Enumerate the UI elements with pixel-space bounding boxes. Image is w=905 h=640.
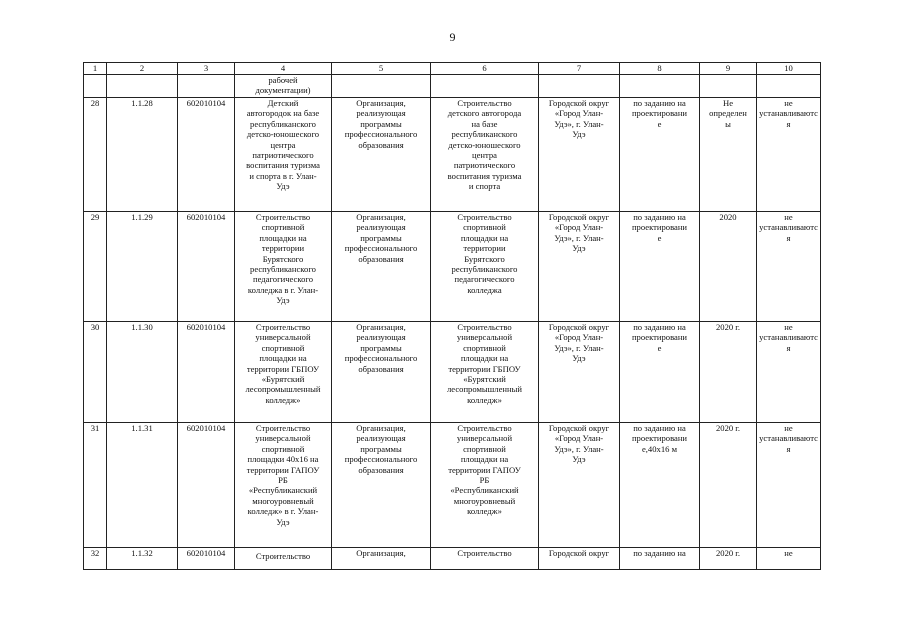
header-cell-2: 2 [107, 63, 178, 75]
cell-org: Организация, [332, 548, 431, 570]
cell-design: по заданию на [620, 548, 700, 570]
cell-work: Строительство универсальной спортивной площадки на территории ГБПОУ «Бурятский лесопромышленный колледж» [431, 322, 539, 423]
cell-org: Организация, реализующая программы профессионального образования [332, 212, 431, 322]
cell-kbk: 602010104 [178, 423, 235, 548]
table-row [84, 212, 821, 322]
cell-limit: не устанавливаютс я [757, 322, 821, 423]
cell-place: Городской округ «Город Улан- Удэ», г. Улан- Удэ [539, 423, 620, 548]
cell-num: 30 [84, 322, 107, 423]
header-cell-1: 1 [84, 63, 107, 75]
table-row [84, 548, 821, 570]
header-cell-3: 3 [178, 63, 235, 75]
cell-design: по заданию на проектировани е [620, 322, 700, 423]
cell-year: 2020 г. [700, 322, 757, 423]
header-cell-7: 7 [539, 63, 620, 75]
cell-limit: не устанавливаютс я [757, 98, 821, 212]
cell-work: Строительство универсальной спортивной площадки на территории ГАПОУ РБ «Республиканский многоуровневый колледж» [431, 423, 539, 548]
cell-year: Не определен ы [700, 98, 757, 212]
continuation-row [84, 75, 821, 98]
objects-table [83, 62, 821, 570]
cell-work: Строительство спортивной площадки на территории Бурятского республиканского педагогического колледжа [431, 212, 539, 322]
cell-work: Строительство детского автогорода на базе республиканского детско-юношеского центра патриотического воспитания туризма и спорта [431, 98, 539, 212]
cell-design: по заданию на проектировани е [620, 212, 700, 322]
cell-num: 32 [84, 548, 107, 570]
cell-name: Строительство универсальной спортивной площадки на территории ГБПОУ «Бурятский лесопромышленный колледж» [235, 322, 332, 423]
cell-code: 1.1.29 [107, 212, 178, 322]
header-cell-10: 10 [757, 63, 821, 75]
cell-org: Организация, реализующая программы профессионального образования [332, 98, 431, 212]
cell-code [107, 75, 178, 98]
table-row [84, 98, 821, 212]
cell-num: 31 [84, 423, 107, 548]
cell-year [700, 75, 757, 98]
cell-name: Строительство [235, 548, 332, 570]
cell-code: 1.1.31 [107, 423, 178, 548]
cell-kbk: 602010104 [178, 98, 235, 212]
cell-num: 28 [84, 98, 107, 212]
cell-org: Организация, реализующая программы профессионального образования [332, 322, 431, 423]
cell-kbk: 602010104 [178, 212, 235, 322]
table-header-row [84, 63, 821, 75]
cell-kbk: 602010104 [178, 548, 235, 570]
header-cell-6: 6 [431, 63, 539, 75]
cell-place [539, 75, 620, 98]
header-cell-4: 4 [235, 63, 332, 75]
cell-place: Городской округ [539, 548, 620, 570]
cell-org: Организация, реализующая программы профессионального образования [332, 423, 431, 548]
cell-name: Строительство спортивной площадки на территории Бурятского республиканского педагогического колледжа в г. Улан- Удэ [235, 212, 332, 322]
cell-design [620, 75, 700, 98]
header-cell-8: 8 [620, 63, 700, 75]
cell-design: по заданию на проектировани е [620, 98, 700, 212]
cell-place: Городской округ «Город Улан- Удэ», г. Улан- Удэ [539, 98, 620, 212]
header-cell-5: 5 [332, 63, 431, 75]
cell-limit: не устанавливаютс я [757, 212, 821, 322]
cell-name: Строительство универсальной спортивной площадки 40х16 на территории ГАПОУ РБ «Республиканский многоуровневый колледж» в г. Улан- Удэ [235, 423, 332, 548]
cell-year: 2020 г. [700, 548, 757, 570]
cell-work: Строительство [431, 548, 539, 570]
cell-name: рабочей документации) [235, 75, 332, 98]
header-cell-9: 9 [700, 63, 757, 75]
cell-work [431, 75, 539, 98]
cell-org [332, 75, 431, 98]
page-number: 9 [449, 30, 456, 44]
cell-place: Городской округ «Город Улан- Удэ», г. Улан- Удэ [539, 322, 620, 423]
cell-design: по заданию на проектировани е,40х16 м [620, 423, 700, 548]
cell-code: 1.1.28 [107, 98, 178, 212]
cell-name: Детский автогородок на базе республиканского детско-юношеского центра патриотического воспитания туризма и спорта в г. Улан- Удэ [235, 98, 332, 212]
cell-limit [757, 75, 821, 98]
cell-year: 2020 [700, 212, 757, 322]
cell-code: 1.1.32 [107, 548, 178, 570]
cell-kbk [178, 75, 235, 98]
cell-year: 2020 г. [700, 423, 757, 548]
table-row [84, 322, 821, 423]
cell-code: 1.1.30 [107, 322, 178, 423]
cell-place: Городской округ «Город Улан- Удэ», г. Улан- Удэ [539, 212, 620, 322]
cell-num [84, 75, 107, 98]
cell-limit: не устанавливаютс я [757, 423, 821, 548]
cell-num: 29 [84, 212, 107, 322]
table-row [84, 423, 821, 548]
cell-limit: не [757, 548, 821, 570]
cell-kbk: 602010104 [178, 322, 235, 423]
